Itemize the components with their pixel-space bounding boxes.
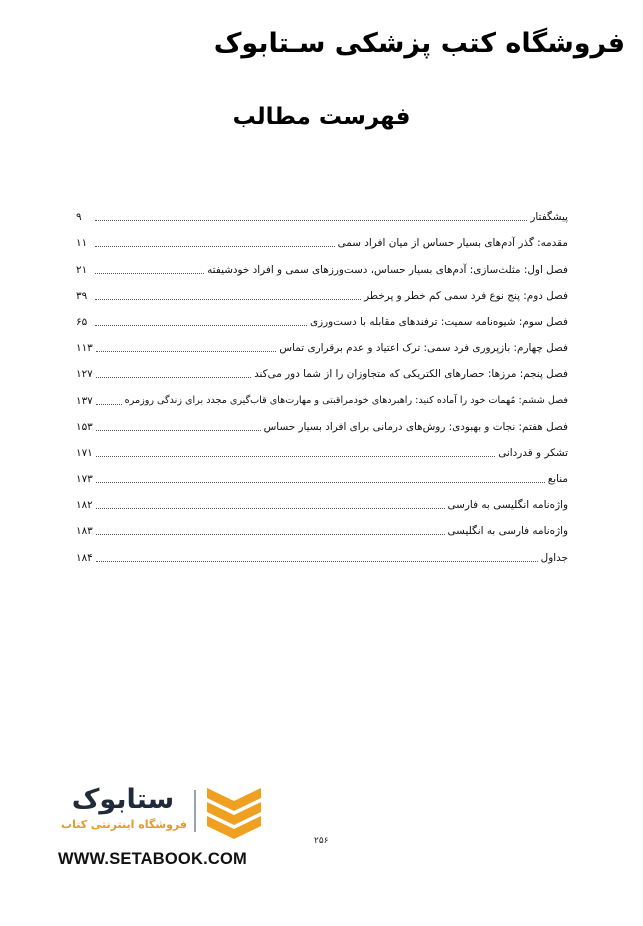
toc-entry[interactable] [76,512,568,538]
toc-entry[interactable] [76,303,568,329]
toc-entry-title: فصل پنجم: مرزها: حصارهای الکتریکی که متجاوزان را از شما دور می‌کند [254,368,568,381]
toc-entry-title: واژه‌نامه فارسی به انگلیسی [447,525,568,538]
logo-divider [194,790,196,832]
toc-entry-page: ۶۵ [76,315,88,328]
toc-entry-page: ۱۸۲ [76,499,93,512]
toc-entry-page: ۱۳۷ [76,394,93,407]
dot-leader [95,324,307,326]
toc-entry-title: فصل سوم: شیوه‌نامه سمیت: ترفندهای مقابله با دست‌ورزی [309,315,568,328]
toc-entry[interactable] [76,329,568,355]
dot-leader [95,219,527,221]
toc-entry-title: واژه‌نامه انگلیسی به فارسی [447,499,568,512]
toc-entry-title: پیشگفتار [530,211,568,224]
dot-leader [96,560,538,562]
toc-entry-page: ۱۱۳ [76,342,93,355]
toc-entry[interactable] [76,198,568,224]
website-url[interactable]: WWW.SETABOOK.COM [58,850,247,868]
toc-entry-title: جداول [540,551,568,564]
toc-entry[interactable] [76,381,568,407]
toc-entry-page: ۱۸۴ [76,551,93,564]
toc-entry-title: منابع [547,473,568,486]
toc-entry-title: مقدمه: گذر آدم‌های بسیار حساس از میان افراد سمی [337,237,568,250]
toc-entry-title: فصل هفتم: نجات و بهبودی: روش‌های درمانی برای افراد بسیار حساس [263,420,568,433]
toc-entry-page: ۱۷۱ [76,446,93,459]
toc-entry[interactable] [76,224,568,250]
toc-entry[interactable] [76,460,568,486]
book-chevron-logo-icon [203,784,265,839]
setabook-logo[interactable] [48,784,278,874]
logo-wordmark: ستابوک [71,784,175,815]
logo-tagline: فروشگاه اینترنتی کتاب [61,818,187,831]
toc-entry[interactable] [76,355,568,381]
dot-leader [96,533,445,535]
toc-entry-page: ۲۱ [76,263,88,276]
toc-entry-page: ۹ [76,211,82,224]
dot-leader [96,455,495,457]
dot-leader [96,403,122,405]
toc-entry-title: فصل چهارم: بازپروری فرد سمی: ترک اعتیاد و عدم برقراری تماس [279,342,568,355]
toc-entry-page: ۱۲۷ [76,368,93,381]
dot-leader [96,429,261,431]
toc-title: فهرست مطالب [232,104,411,130]
toc-entry-title: فصل اول: مثلث‌سازی: آدم‌های بسیار حساس، دست‌ورزهای سمی و افراد خودشیفته [207,263,568,276]
toc-entry-page: ۱۸۳ [76,525,93,538]
dot-leader [95,298,361,300]
toc-entry[interactable] [76,250,568,276]
toc-entry-title: فصل ششم: مُهمات خود را آماده کنید: راهبردهای خودمراقبتی و مهارت‌های قاب‌گیری مجدد برای زندگی روزمره [124,394,568,406]
toc-entry-page: ۱۱ [76,237,88,250]
toc-entry-page: ۳۹ [76,289,88,302]
page-number: ۲۵۶ [314,836,329,846]
toc-entry-page: ۱۵۳ [76,420,93,433]
toc-entry[interactable] [76,434,568,460]
toc-entry-title: تشکر و قدردانی [498,446,568,459]
store-title: فروشگاه کتب پزشکی سـتابوک [213,28,625,59]
dot-leader [95,272,204,274]
toc-entry[interactable] [76,277,568,303]
table-of-contents [76,198,568,565]
dot-leader [96,376,251,378]
toc-entry-page: ۱۷۳ [76,473,93,486]
dot-leader [96,350,277,352]
dot-leader [95,245,335,247]
toc-entry[interactable] [76,486,568,512]
dot-leader [96,481,545,483]
toc-entry-title: فصل دوم: پنج نوع فرد سمی کم خطر و پرخطر [364,289,568,302]
toc-entry[interactable] [76,408,568,434]
dot-leader [96,507,445,509]
toc-entry[interactable] [76,538,568,564]
